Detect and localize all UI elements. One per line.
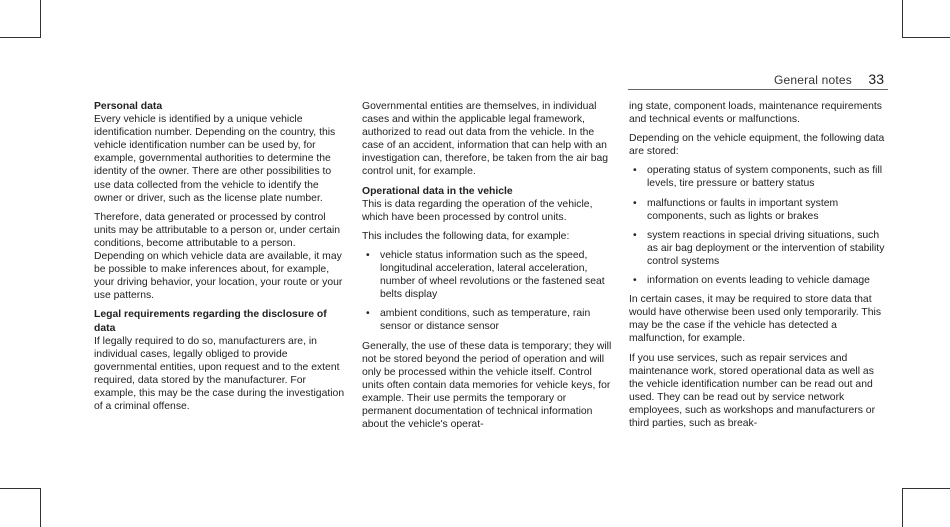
heading-personal-data: Personal data bbox=[94, 101, 163, 112]
bullet-list bbox=[362, 249, 614, 334]
paragraph: In certain cases, it may be required to store data that would have otherwise been used only temporarily. This may be the case if the vehicle has detected a malfunction, for example. bbox=[629, 294, 882, 345]
section-title: General notes bbox=[774, 73, 852, 87]
heading-operational-data: Operational data in the vehicle bbox=[362, 185, 513, 197]
bullet-list bbox=[629, 164, 887, 287]
crop-mark bbox=[0, 488, 40, 489]
list-item: • system reactions in special driving situations, such as air bag deployment or the intervention of stability control systems bbox=[629, 229, 887, 268]
paragraph: This is data regarding the operation of the vehicle, which have been processed by control units. bbox=[362, 198, 593, 223]
crop-mark bbox=[0, 37, 40, 38]
crop-mark bbox=[902, 37, 950, 38]
text-column-1 bbox=[94, 100, 346, 419]
paragraph: Therefore, data generated or processed by control units may be attributable to a person or, under certain conditions, become attributable to a person. Depending on which vehicle data are available, it may be possible to make inferences about, for example, your driving behavior, your location, your route or your use patterns. bbox=[94, 211, 343, 302]
crop-mark bbox=[902, 488, 903, 527]
paragraph: Generally, the use of these data is temporary; they will not be stored beyond the period of operation and will only be processed within the vehicle itself. Control units often contain data memories for vehicle keys, for example. Their use permits the temporary or permanent documentation of technical information about the vehicle's operat- bbox=[362, 340, 612, 431]
crop-mark bbox=[40, 488, 41, 527]
paragraph: This includes the following data, for example: bbox=[362, 230, 570, 242]
paragraph: If you use services, such as repair services and maintenance work, stored operational data as well as the vehicle identification number can be read out and used. They can be read out by service network employees, such as workshops and manufacturers or third parties, such as break- bbox=[629, 352, 876, 429]
list-item: • ambient conditions, such as temperature, rain sensor or distance sensor bbox=[362, 307, 614, 333]
list-item: • malfunctions or faults in important system components, such as lights or brakes bbox=[629, 197, 887, 223]
text-column-3 bbox=[629, 100, 887, 436]
paragraph: ing state, component loads, maintenance requirements and technical events or malfunctions. bbox=[629, 101, 882, 126]
list-item: • vehicle status information such as the speed, longitudinal acceleration, lateral acceleration, number of wheel revolutions or the fastened seat belts display bbox=[362, 249, 614, 301]
crop-mark bbox=[40, 0, 41, 38]
list-item: • information on events leading to vehicle damage bbox=[629, 274, 887, 287]
text-column-2 bbox=[362, 100, 614, 437]
page-number: 33 bbox=[868, 71, 884, 87]
paragraph: Every vehicle is identified by a unique vehicle identification number. Depending on the country, this vehicle identification number can be used by, for example, governmental authorities to determine the identity of the owner. There are other possibilities to use data collected from the vehicle to identify the owner or driver, such as the license plate number. bbox=[94, 114, 336, 204]
paragraph: Depending on the vehicle equipment, the following data are stored: bbox=[629, 133, 885, 158]
header-rule bbox=[628, 89, 888, 90]
crop-mark bbox=[902, 488, 950, 489]
heading-legal-requirements: Legal requirements regarding the disclosure of data bbox=[94, 309, 327, 334]
paragraph: If legally required to do so, manufacturers are, in individual cases, legally obliged to provide governmental entities, upon request and to the extent required, data stored by the manufacturer. For example, this may be the case during the investigation of a criminal offense. bbox=[94, 335, 345, 413]
list-item: • operating status of system components, such as fill levels, tire pressure or battery status bbox=[629, 164, 887, 190]
paragraph: Governmental entities are themselves, in individual cases and within the applicable legal framework, authorized to read out data from the vehicle. In the case of an accident, information that can help with an investigation can, therefore, be taken from the air bag control unit, for example. bbox=[362, 101, 609, 178]
crop-mark bbox=[902, 0, 903, 38]
